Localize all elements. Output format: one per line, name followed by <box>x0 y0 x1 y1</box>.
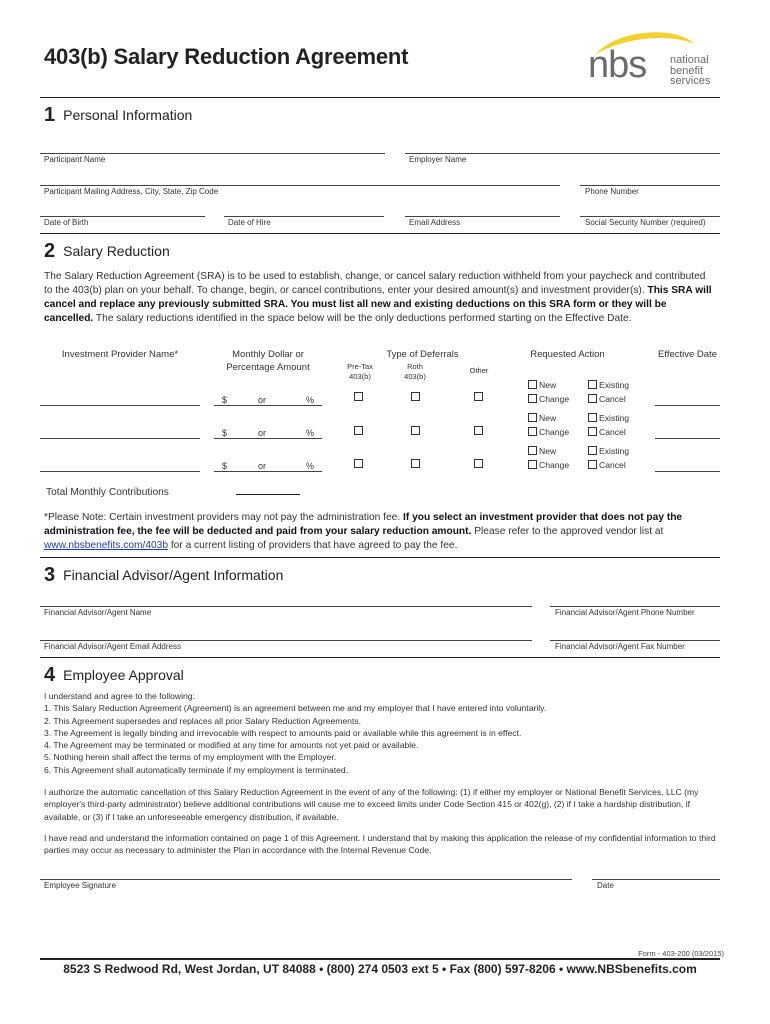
cancel-label-2: Cancel <box>599 427 626 437</box>
change-checkbox-2[interactable] <box>528 427 537 436</box>
sra-intro-bold: This SRA will cancel and replace any previously submitted SRA. You must list all new and existing deductions on this SRA form or they will be cancelled. <box>44 285 712 324</box>
page-title: 403(b) Salary Reduction Agreement <box>44 44 409 69</box>
new-label-2: New <box>539 413 557 423</box>
roth-checkbox-2[interactable] <box>411 426 420 435</box>
or-label-3: or <box>258 461 267 471</box>
date-of-birth-label: Date of Birth <box>44 218 89 227</box>
advisor-fax-field[interactable] <box>550 640 720 641</box>
phone-number-label: Phone Number <box>585 187 639 196</box>
note-text-3: for a current listing of providers that have agreed to pay the fee. <box>168 540 458 551</box>
provider-name-field-2[interactable] <box>40 438 200 439</box>
existing-checkbox-1[interactable] <box>588 380 597 389</box>
advisor-fax-label: Financial Advisor/Agent Fax Number <box>555 642 685 651</box>
section-4-rule <box>40 657 720 658</box>
approval-list <box>44 690 716 776</box>
advisor-name-field[interactable] <box>40 606 532 607</box>
new-checkbox-1[interactable] <box>528 380 537 389</box>
ssn-field[interactable] <box>580 216 720 217</box>
col-roth-header: Roth 403(b) <box>404 362 426 381</box>
date-of-hire-label: Date of Hire <box>228 218 271 227</box>
employee-signature-field[interactable] <box>40 879 572 880</box>
provider-name-field-1[interactable] <box>40 405 200 406</box>
pretax-checkbox-1[interactable] <box>354 392 363 401</box>
approval-item: 2. This Agreement supersedes and replaces all prior Salary Reduction Agreements. <box>44 715 362 726</box>
logo-mark: nbs <box>588 44 647 86</box>
section-1-number: 1 <box>44 104 56 126</box>
note-text-2: Please refer to the approved vendor list at <box>471 526 664 537</box>
section-1-title: Personal Information <box>63 107 193 123</box>
note-text: *Please Note: Certain investment providers may not pay the administration fee. <box>44 512 404 523</box>
total-contributions-label: Total Monthly Contributions <box>46 487 169 498</box>
or-label-2: or <box>258 428 267 438</box>
footer-contact: 8523 S Redwood Rd, West Jordan, UT 84088 • (800) 274 0503 ext 5 • Fax (800) 597-8206 • www.NBSbenefits.com <box>63 962 697 976</box>
other-checkbox-1[interactable] <box>474 392 483 401</box>
section-3-heading <box>44 564 283 587</box>
or-label-1: or <box>258 395 267 405</box>
total-contributions-field[interactable] <box>236 494 300 495</box>
employee-signature-label: Employee Signature <box>44 881 117 890</box>
approval-item: 3. The Agreement is legally binding and irrevocable with respect to amounts paid or available while this agreement is in effect. <box>44 727 522 738</box>
new-label-1: New <box>539 380 557 390</box>
approval-item: 5. Nothing herein shall affect the terms of my employment with the Employer. <box>44 752 337 763</box>
approval-intro: I understand and agree to the following: <box>44 691 195 701</box>
section-3-rule <box>40 557 720 558</box>
nbs-logo <box>588 30 728 100</box>
new-checkbox-2[interactable] <box>528 413 537 422</box>
ssn-label: Social Security Number (required) <box>585 218 706 227</box>
roth-checkbox-1[interactable] <box>411 392 420 401</box>
signature-date-field[interactable] <box>592 879 720 880</box>
percent-sign-3: % <box>306 461 315 471</box>
dollar-sign-1: $ <box>222 395 228 405</box>
email-address-label: Email Address <box>409 218 461 227</box>
section-3-number: 3 <box>44 564 56 586</box>
existing-checkbox-2[interactable] <box>588 413 597 422</box>
new-checkbox-3[interactable] <box>528 446 537 455</box>
dollar-sign-3: $ <box>222 461 228 471</box>
advisor-phone-label: Financial Advisor/Agent Phone Number <box>555 608 695 617</box>
approval-item: 1. This Salary Reduction Agreement (Agreement) is an agreement between me and my employer that I have entered into voluntarily. <box>44 703 547 714</box>
section-2-rule <box>40 233 720 234</box>
logo-line-1: national <box>670 54 709 66</box>
pretax-checkbox-3[interactable] <box>354 459 363 468</box>
existing-label-3: Existing <box>599 446 630 456</box>
cancel-label-1: Cancel <box>599 394 626 404</box>
change-checkbox-1[interactable] <box>528 394 537 403</box>
cancel-checkbox-1[interactable] <box>588 394 597 403</box>
section-4-heading <box>44 664 184 687</box>
col-type-header: Type of Deferrals <box>386 349 459 360</box>
email-address-field[interactable] <box>405 216 560 217</box>
pretax-checkbox-2[interactable] <box>354 426 363 435</box>
other-checkbox-2[interactable] <box>474 426 483 435</box>
section-3-title: Financial Advisor/Agent Information <box>63 567 284 583</box>
section-2-number: 2 <box>44 240 56 262</box>
advisor-email-label: Financial Advisor/Agent Email Address <box>44 642 181 651</box>
cancellation-authorization: I authorize the automatic cancellation of this Salary Reduction Agreement in the event of any of the following: (1) if either my employer or National Benefit Services, LLC (my employer's third-party administrator) believe additional contributions will cause me to exceed limits under Code Section 415 or 402(g), (2) if I take a hardship distribution, if available, or (3) if I take an unforeseeable emergency distribution, if available. <box>44 787 699 822</box>
change-checkbox-3[interactable] <box>528 460 537 469</box>
effective-date-field-2[interactable] <box>655 438 720 439</box>
admin-fee-note <box>44 511 716 553</box>
section-1-heading <box>44 104 192 127</box>
change-label-2: Change <box>539 427 570 437</box>
phone-number-field[interactable] <box>580 185 720 186</box>
signature-date-label: Date <box>597 881 614 890</box>
other-checkbox-3[interactable] <box>474 459 483 468</box>
col-pretax-header: Pre-Tax 403(b) <box>347 362 373 381</box>
cancel-checkbox-3[interactable] <box>588 460 597 469</box>
cancel-label-3: Cancel <box>599 460 626 470</box>
logo-line-2: benefit <box>670 64 704 77</box>
footer-rule <box>40 958 720 960</box>
new-label-3: New <box>539 446 557 456</box>
col-effective-header: Effective Date <box>658 349 717 360</box>
logo-line-3: services <box>670 75 711 87</box>
col-provider-header: Investment Provider Name* <box>61 349 179 360</box>
advisor-phone-field[interactable] <box>550 606 720 607</box>
existing-label-1: Existing <box>599 380 630 390</box>
col-other-header: Other <box>469 366 489 375</box>
employer-name-field[interactable] <box>405 153 720 154</box>
percent-sign-1: % <box>306 395 315 405</box>
section-4-number: 4 <box>44 664 56 686</box>
cancel-checkbox-2[interactable] <box>588 427 597 436</box>
section-2-title: Salary Reduction <box>63 243 170 259</box>
amount-field-3[interactable] <box>214 471 322 472</box>
col-amount-header: Monthly Dollar or Percentage Amount <box>226 349 310 373</box>
section-2-heading <box>44 240 170 263</box>
advisor-name-label: Financial Advisor/Agent Name <box>44 608 152 617</box>
section-4-title: Employee Approval <box>63 667 184 683</box>
sra-intro-paragraph <box>44 270 716 326</box>
sra-intro-text: The Salary Reduction Agreement (SRA) is to be used to establish, change, or cancel salary reduction withheld from your paycheck and contributed to the 403(b) plan on your behalf. To change, begin, or cancel contributions, enter your desired amount(s) and investment provider(s). <box>44 271 706 296</box>
effective-date-field-3[interactable] <box>655 471 720 472</box>
approval-item: 4. The Agreement may be terminated or modified at any time for amounts not yet paid or available. <box>44 740 419 751</box>
col-action-header: Requested Action <box>530 349 605 360</box>
provider-name-field-3[interactable] <box>40 471 200 472</box>
vendor-list-link[interactable]: www.nbsbenefits.com/403b <box>44 540 169 551</box>
amount-field-1[interactable] <box>214 405 322 406</box>
employer-name-label: Employer Name <box>409 155 467 164</box>
dollar-sign-2: $ <box>222 428 228 438</box>
existing-label-2: Existing <box>599 413 630 423</box>
percent-sign-2: % <box>306 428 315 438</box>
section-1-rule <box>40 97 720 98</box>
release-acknowledgement: I have read and understand the information contained on page 1 of this Agreement. I understand that by making this application the release of my confidential information to third parties may occur as necessary to administer the Plan in accordance with the Internal Revenue Code. <box>44 833 716 856</box>
roth-checkbox-3[interactable] <box>411 459 420 468</box>
note-bold: If you select an investment provider that does not pay the administration fee, the fee will be deducted and paid from your salary reduction amount. <box>44 512 683 537</box>
effective-date-field-1[interactable] <box>655 405 720 406</box>
mailing-address-label: Participant Mailing Address, City, State, Zip Code <box>44 187 219 196</box>
mailing-address-field[interactable] <box>40 185 560 186</box>
date-of-hire-field[interactable] <box>224 216 384 217</box>
sra-intro-end: The salary reductions identified in the space below will be the only deductions performed starting on the Effective Date. <box>93 313 632 324</box>
participant-name-label: Participant Name <box>44 155 106 164</box>
date-of-birth-field[interactable] <box>40 216 205 217</box>
logo-text <box>670 55 710 87</box>
form-number: Form - 403-200 (03/2015) <box>638 949 724 958</box>
participant-name-field[interactable] <box>40 153 385 154</box>
existing-checkbox-3[interactable] <box>588 446 597 455</box>
change-label-3: Change <box>539 460 570 470</box>
change-label-1: Change <box>539 394 570 404</box>
advisor-email-field[interactable] <box>40 640 532 641</box>
approval-item: 6. This Agreement shall automatically terminate if my employment is terminated. <box>44 764 349 775</box>
amount-field-2[interactable] <box>214 438 322 439</box>
